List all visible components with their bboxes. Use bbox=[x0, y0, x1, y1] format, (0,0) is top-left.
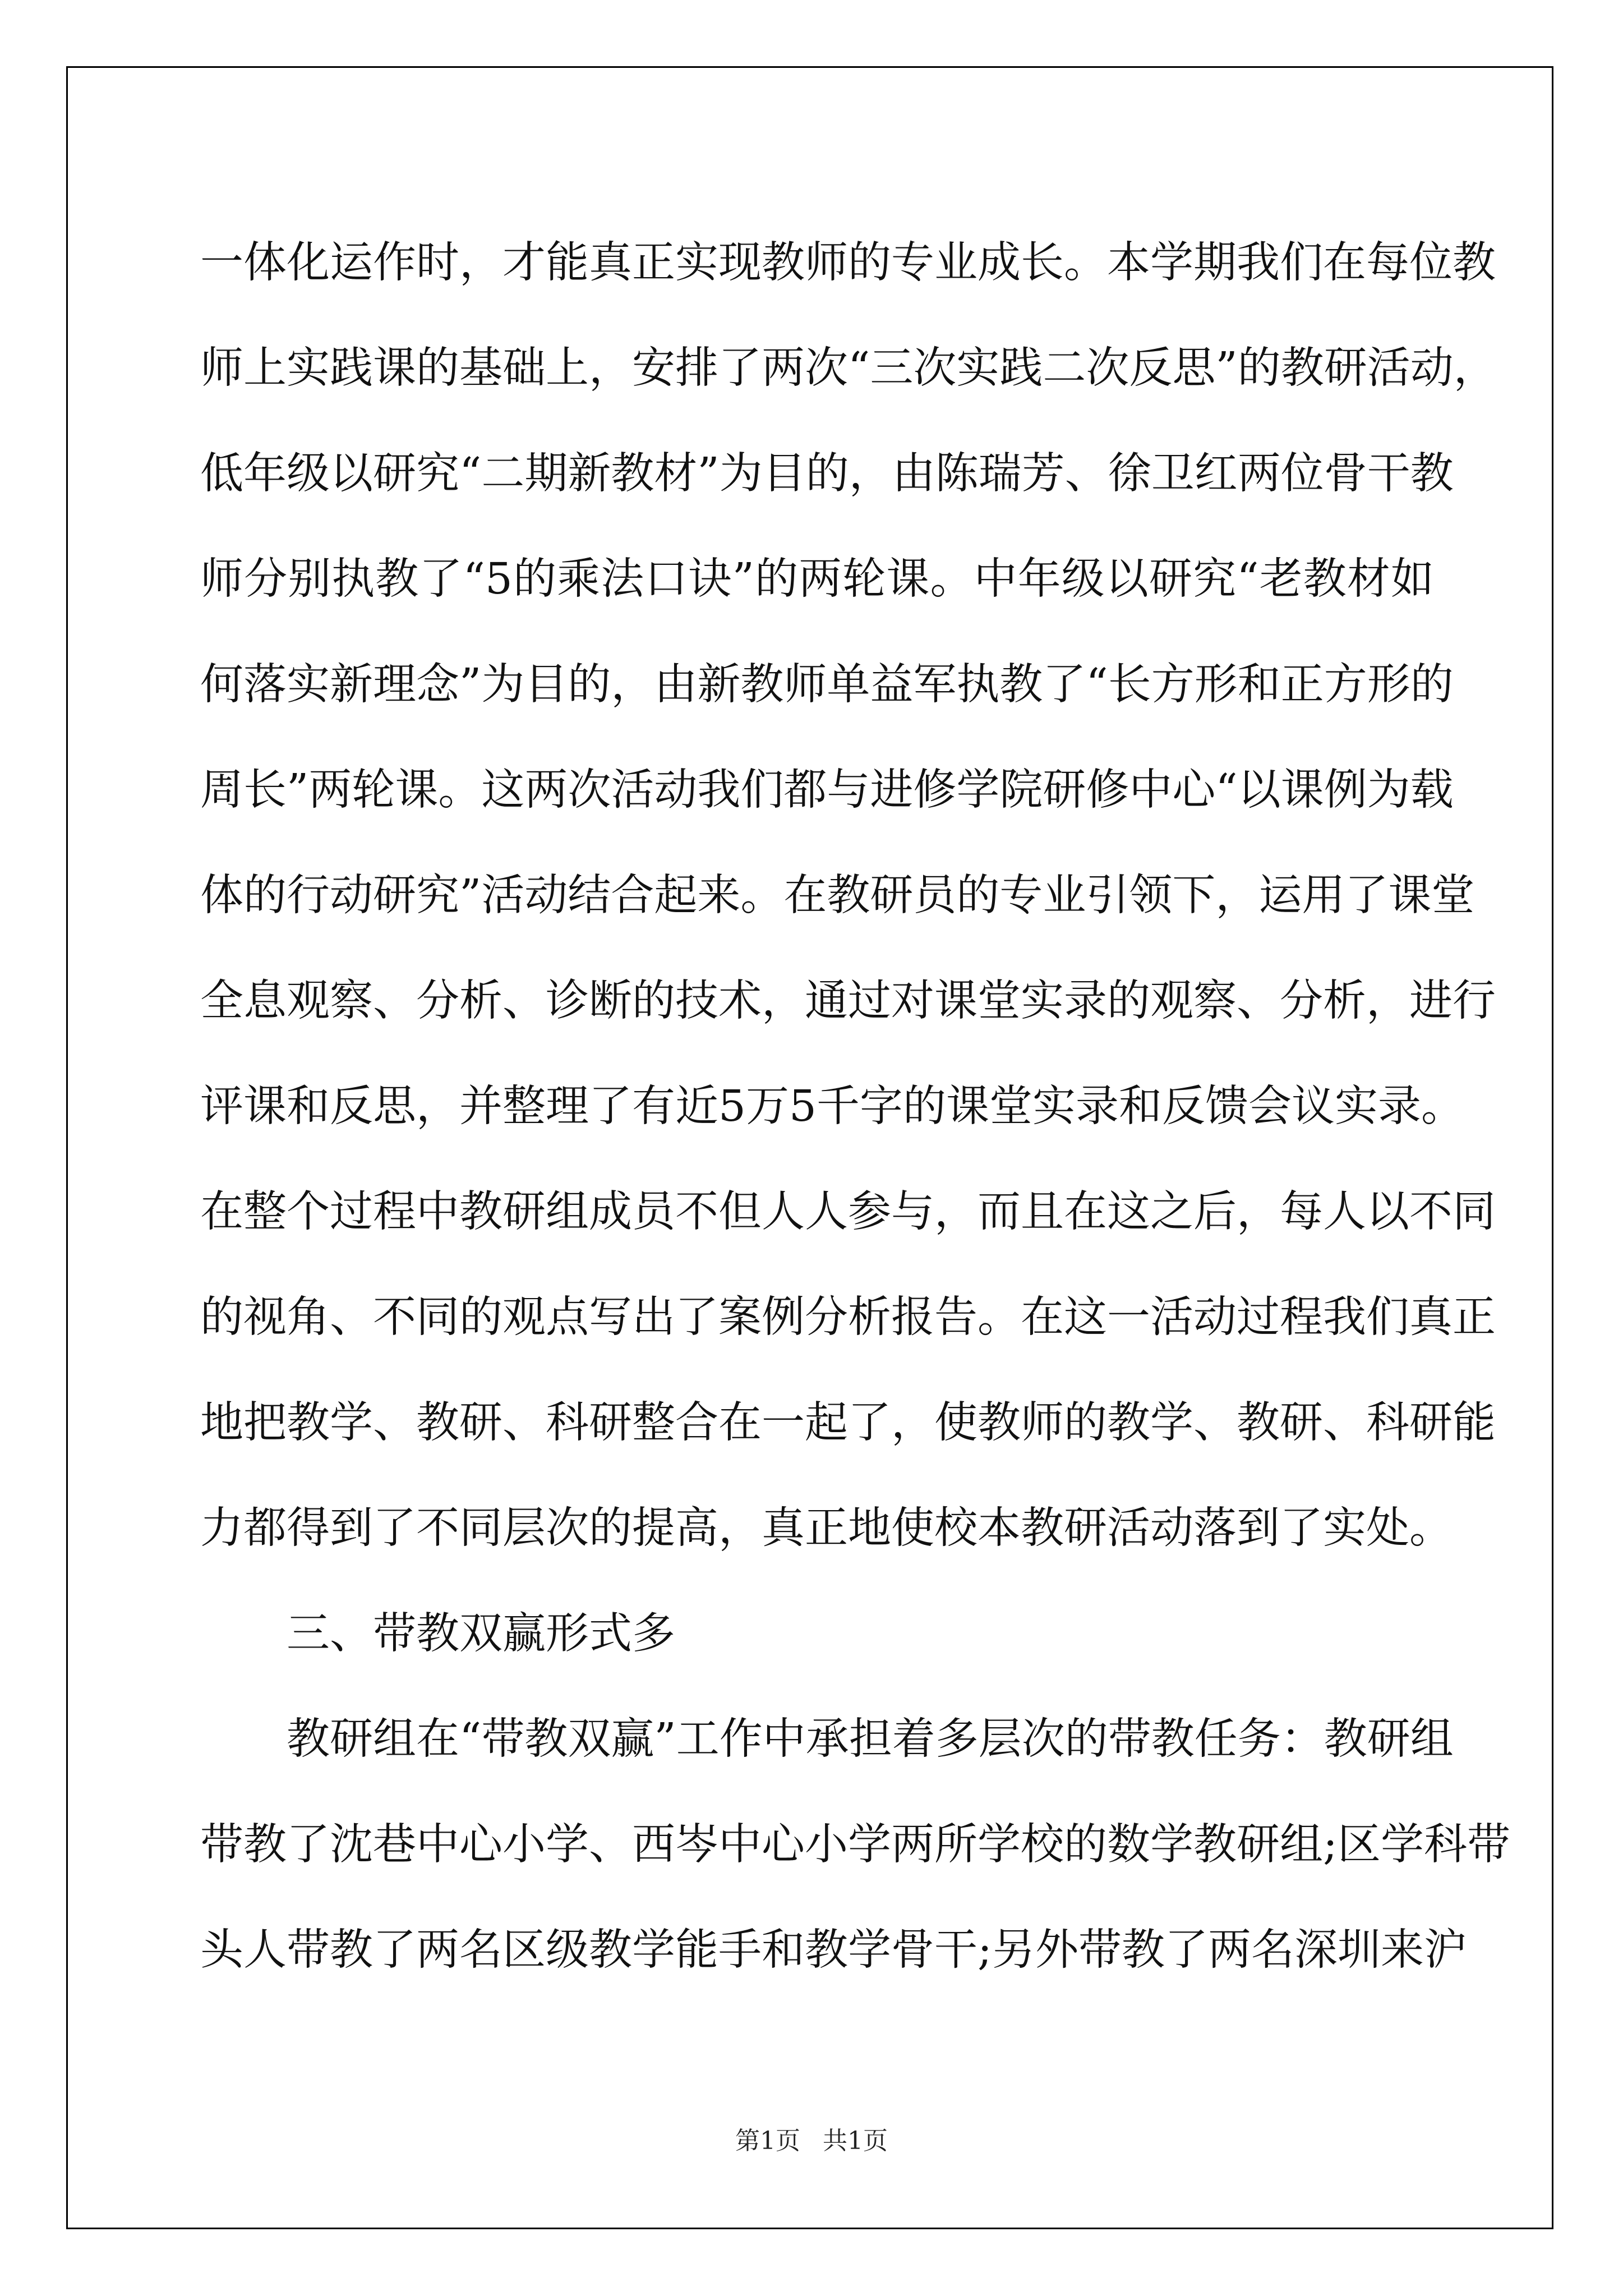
text-line: 地把教学、教研、科研整合在一起了，使教师的教学、教研、科研能 bbox=[200, 1398, 1496, 1448]
section-heading: 三、带教双赢形式多 bbox=[287, 1609, 675, 1659]
text-line: 带教了沈巷中心小学、西岑中心小学两所学校的数学教研组;区学科带 bbox=[200, 1820, 1510, 1870]
text-line: 周长”两轮课。这两次活动我们都与进修学院研修中心“以课例为载 bbox=[200, 765, 1454, 815]
text-line: 教研组在“带教双赢”工作中承担着多层次的带教任务：教研组 bbox=[287, 1714, 1454, 1764]
text-line: 低年级以研究“二期新教材”为目的，由陈瑞芳、徐卫红两位骨干教 bbox=[200, 449, 1454, 499]
page-number: 第1页 bbox=[735, 2127, 800, 2155]
text-line: 头人带教了两名区级教学能手和教学骨干;另外带教了两名深圳来沪 bbox=[200, 1925, 1467, 1975]
text-line: 师分别执教了“5的乘法口诀”的两轮课。中年级以研究“老教材如 bbox=[200, 554, 1434, 604]
text-line: 的视角、不同的观点写出了案例分析报告。在这一活动过程我们真正 bbox=[200, 1292, 1496, 1342]
text-line: 师上实践课的基础上，安排了两次“三次实践二次反思”的教研活动， bbox=[200, 343, 1497, 393]
document-body bbox=[200, 210, 1510, 2003]
text-line: 力都得到了不同层次的提高，真正地使校本教研活动落到了实处。 bbox=[200, 1503, 1453, 1553]
page-footer bbox=[0, 2120, 1623, 2156]
text-line: 评课和反思，并整理了有近5万5千字的课堂实录和反馈会议实录。 bbox=[200, 1082, 1464, 1131]
text-line: 在整个过程中教研组成员不但人人参与，而且在这之后，每人以不同 bbox=[200, 1187, 1496, 1237]
page-total: 共1页 bbox=[823, 2127, 888, 2155]
text-line: 一体化运作时，才能真正实现教师的专业成长。本学期我们在每位教 bbox=[200, 238, 1496, 288]
text-line: 体的行动研究”活动结合起来。在教研员的专业引领下，运用了课堂 bbox=[200, 871, 1475, 921]
text-line: 全息观察、分析、诊断的技术，通过对课堂实录的观察、分析，进行 bbox=[200, 976, 1496, 1026]
text-line: 何落实新理念”为目的，由新教师单益军执教了“长方形和正方形的 bbox=[200, 660, 1454, 710]
